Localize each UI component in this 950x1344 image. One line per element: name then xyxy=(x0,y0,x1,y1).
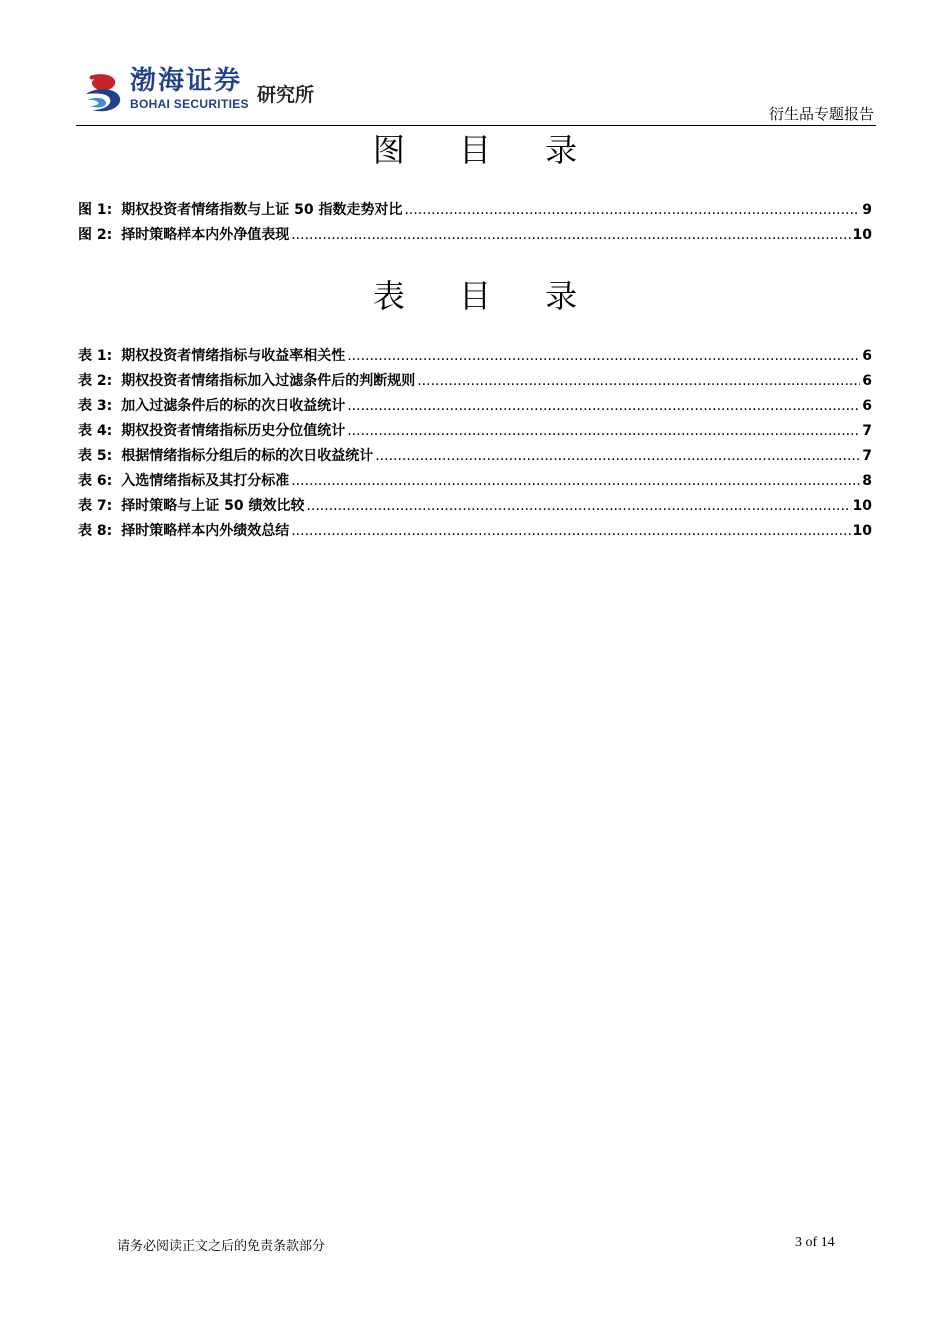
tables-toc-heading: 表 目 录 xyxy=(372,277,600,315)
toc-entry-label: 表 6: xyxy=(78,473,113,489)
toc-entry-page: 7 xyxy=(862,423,872,439)
toc-entry-title: 期权投资者情绪指数与上证 50 指数走势对比 xyxy=(121,202,403,218)
toc-entry[interactable] xyxy=(78,369,872,394)
toc-leader-dots xyxy=(347,344,860,369)
toc-leader-dots xyxy=(291,469,860,494)
bohai-logo-icon xyxy=(82,68,124,116)
toc-entry-page: 7 xyxy=(862,448,872,464)
toc-entry-title: 期权投资者情绪指标加入过滤条件后的判断规则 xyxy=(121,373,416,389)
toc-entry[interactable] xyxy=(78,494,872,519)
toc-leader-dots xyxy=(417,369,860,394)
toc-entry[interactable] xyxy=(78,519,872,544)
toc-entry-title: 择时策略样本内外净值表现 xyxy=(121,227,290,243)
toc-entry-page: 6 xyxy=(862,373,872,389)
toc-leader-dots xyxy=(306,494,850,519)
toc-leader-dots xyxy=(404,198,860,223)
toc-entry-title: 加入过滤条件后的标的次日收益统计 xyxy=(121,398,346,414)
logo-english-name: BOHAI SECURITIES xyxy=(130,97,249,111)
toc-entry-label: 表 1: xyxy=(78,348,113,364)
figures-toc-list xyxy=(78,198,872,248)
toc-entry[interactable] xyxy=(78,469,872,494)
logo-chinese-name: 渤海证券 xyxy=(130,66,243,96)
tables-toc-list xyxy=(78,344,872,544)
toc-entry-page: 8 xyxy=(862,473,872,489)
toc-entry-title: 入选情绪指标及其打分标准 xyxy=(121,473,290,489)
toc-entry-page: 6 xyxy=(862,348,872,364)
header-divider xyxy=(76,125,876,126)
toc-entry-page: 10 xyxy=(852,523,872,539)
toc-entry[interactable] xyxy=(78,223,872,248)
footer-disclaimer-note: 请务必阅读正文之后的免责条款部分 xyxy=(117,1239,326,1254)
footer-page-indicator: 3 of 14 xyxy=(795,1235,835,1250)
toc-entry[interactable] xyxy=(78,444,872,469)
toc-leader-dots xyxy=(347,419,860,444)
toc-entry-title: 根据情绪指标分组后的标的次日收益统计 xyxy=(121,448,374,464)
toc-entry[interactable] xyxy=(78,419,872,444)
toc-entry-title: 期权投资者情绪指标与收益率相关性 xyxy=(121,348,346,364)
toc-entry-page: 9 xyxy=(862,202,872,218)
toc-entry-title: 期权投资者情绪指标历史分位值统计 xyxy=(121,423,346,439)
toc-entry-label: 图 2: xyxy=(78,227,113,243)
toc-entry[interactable] xyxy=(78,198,872,223)
page-header xyxy=(78,60,876,126)
toc-entry-page: 10 xyxy=(852,498,872,514)
toc-entry-page: 6 xyxy=(862,398,872,414)
toc-entry-label: 表 2: xyxy=(78,373,113,389)
toc-entry-title: 择时策略样本内外绩效总结 xyxy=(121,523,290,539)
toc-entry-page: 10 xyxy=(852,227,872,243)
toc-entry-title: 择时策略与上证 50 绩效比较 xyxy=(121,498,305,514)
toc-entry-label: 表 5: xyxy=(78,448,113,464)
institute-label: 研究所 xyxy=(257,84,315,106)
toc-entry[interactable] xyxy=(78,394,872,419)
toc-entry-label: 表 8: xyxy=(78,523,113,539)
report-type-label: 衍生品专题报告 xyxy=(768,105,874,123)
toc-leader-dots xyxy=(347,394,860,419)
toc-entry-label: 表 3: xyxy=(78,398,113,414)
toc-leader-dots xyxy=(291,519,850,544)
toc-leader-dots xyxy=(375,444,860,469)
figures-toc-heading: 图 目 录 xyxy=(372,131,600,169)
toc-entry-label: 表 4: xyxy=(78,423,113,439)
toc-entry-label: 表 7: xyxy=(78,498,113,514)
toc-entry-label: 图 1: xyxy=(78,202,113,218)
toc-entry[interactable] xyxy=(78,344,872,369)
toc-leader-dots xyxy=(291,223,850,248)
